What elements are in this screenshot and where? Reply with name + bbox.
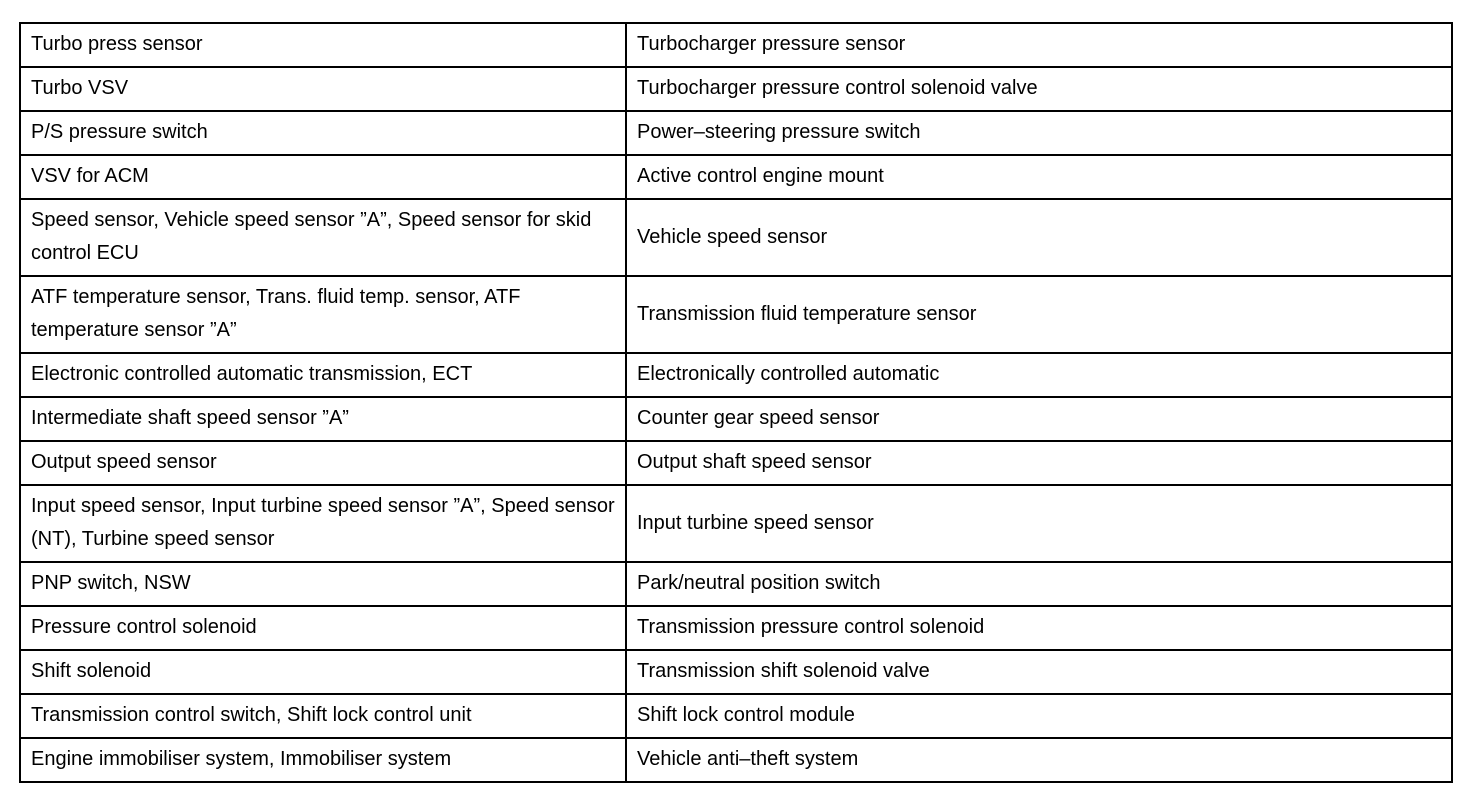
old-term-cell: Turbo VSV xyxy=(20,67,626,111)
terminology-table xyxy=(19,22,1453,783)
sae-term-cell: Vehicle anti–theft system xyxy=(626,738,1452,782)
sae-term-cell: Turbocharger pressure sensor xyxy=(626,23,1452,67)
table-row xyxy=(20,155,1452,199)
old-term-cell: Input speed sensor, Input turbine speed sensor ”A”, Speed sensor (NT), Turbine speed sensor xyxy=(20,485,626,562)
old-term-cell: Turbo press sensor xyxy=(20,23,626,67)
sae-term-cell: Park/neutral position switch xyxy=(626,562,1452,606)
terminology-table-body xyxy=(20,23,1452,782)
table-row xyxy=(20,276,1452,353)
table-row xyxy=(20,485,1452,562)
old-term-cell: Transmission control switch, Shift lock control unit xyxy=(20,694,626,738)
table-row xyxy=(20,694,1452,738)
old-term-cell: PNP switch, NSW xyxy=(20,562,626,606)
table-row xyxy=(20,562,1452,606)
table-row xyxy=(20,199,1452,276)
sae-term-cell: Transmission pressure control solenoid xyxy=(626,606,1452,650)
table-row xyxy=(20,23,1452,67)
sae-term-cell: Counter gear speed sensor xyxy=(626,397,1452,441)
sae-term-cell: Electronically controlled automatic xyxy=(626,353,1452,397)
old-term-cell: Engine immobiliser system, Immobiliser system xyxy=(20,738,626,782)
table-row xyxy=(20,67,1452,111)
sae-term-cell: Output shaft speed sensor xyxy=(626,441,1452,485)
sae-term-cell: Transmission shift solenoid valve xyxy=(626,650,1452,694)
sae-term-cell: Turbocharger pressure control solenoid valve xyxy=(626,67,1452,111)
old-term-cell: Shift solenoid xyxy=(20,650,626,694)
sae-term-cell: Vehicle speed sensor xyxy=(626,199,1452,276)
sae-term-cell: Power–steering pressure switch xyxy=(626,111,1452,155)
sae-term-cell: Active control engine mount xyxy=(626,155,1452,199)
old-term-cell: Output speed sensor xyxy=(20,441,626,485)
old-term-cell: Speed sensor, Vehicle speed sensor ”A”, Speed sensor for skid control ECU xyxy=(20,199,626,276)
sae-term-cell: Input turbine speed sensor xyxy=(626,485,1452,562)
old-term-cell: P/S pressure switch xyxy=(20,111,626,155)
sae-term-cell: Shift lock control module xyxy=(626,694,1452,738)
table-row xyxy=(20,738,1452,782)
table-row xyxy=(20,353,1452,397)
table-row xyxy=(20,111,1452,155)
table-row xyxy=(20,397,1452,441)
old-term-cell: Electronic controlled automatic transmission, ECT xyxy=(20,353,626,397)
old-term-cell: Pressure control solenoid xyxy=(20,606,626,650)
old-term-cell: ATF temperature sensor, Trans. fluid temp. sensor, ATF temperature sensor ”A” xyxy=(20,276,626,353)
table-row xyxy=(20,606,1452,650)
old-term-cell: Intermediate shaft speed sensor ”A” xyxy=(20,397,626,441)
table-row xyxy=(20,441,1452,485)
old-term-cell: VSV for ACM xyxy=(20,155,626,199)
sae-term-cell: Transmission fluid temperature sensor xyxy=(626,276,1452,353)
table-row xyxy=(20,650,1452,694)
